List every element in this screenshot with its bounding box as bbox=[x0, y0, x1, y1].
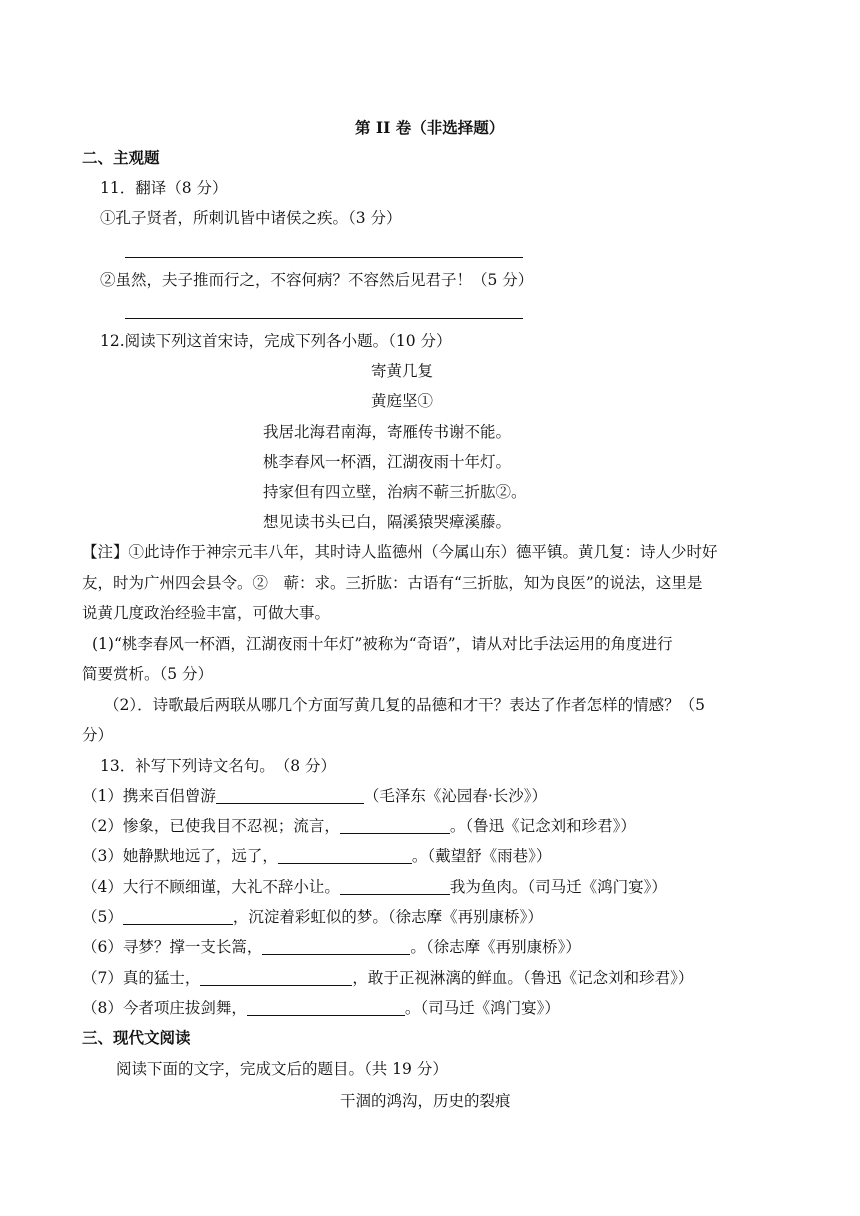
q11-item2: ②虽然，夫子推而行之，不容何病？不容然后见君子！（5 分） bbox=[100, 271, 534, 289]
q13-item-source: ，沉淀着彩虹似的梦。（徐志摩《再别康桥》） bbox=[232, 908, 543, 926]
q13-item-source: 。（鲁迅《记念刘和珍君》） bbox=[449, 817, 636, 835]
q13-item-text: （2）惨象，已使我目不忍视；流言， bbox=[82, 817, 340, 835]
q13-item-text: （3）她静默地远了，远了， bbox=[82, 847, 278, 865]
poem-note: 友，时为广州四会县令。② 蕲：求。三折肱：古语有“三折肱，知为良医”的说法，这里是 bbox=[82, 574, 703, 592]
q13-item-7 bbox=[82, 967, 693, 989]
q12-title: 12.阅读下列这首宋诗，完成下列各小题。（10 分） bbox=[100, 332, 452, 350]
article-title: 干涸的鸿沟，历史的裂痕 bbox=[340, 1092, 511, 1110]
fill-blank[interactable] bbox=[200, 969, 352, 986]
q13-item-text: （7）真的猛士， bbox=[82, 969, 201, 987]
fill-blank[interactable] bbox=[247, 999, 405, 1016]
q13-title: 13．补写下列诗文名句。 （8 分） bbox=[100, 757, 337, 775]
part2-heading: 二、主观题 bbox=[82, 149, 160, 167]
q12-sub2: （2）．诗歌最后两联从哪几个方面写黄几复的品德和才干？表达了作者怎样的情感？（5 bbox=[104, 696, 705, 714]
fill-blank[interactable] bbox=[340, 817, 450, 834]
fill-blank[interactable] bbox=[123, 908, 233, 925]
q12-sub1: 简要赏析。（5 分） bbox=[82, 665, 214, 683]
part3-intro: 阅读下面的文字，完成文后的题目。（共 19 分） bbox=[116, 1060, 448, 1078]
q11-title: 11．翻译（8 分） bbox=[100, 179, 228, 197]
poem-title: 寄黄几复 bbox=[371, 362, 434, 380]
q13-item-text: （5） bbox=[82, 908, 123, 926]
poem-note: 【注】①此诗作于神宗元丰八年，其时诗人监德州（今属山东）德平镇。黄几复：诗人少时好 bbox=[82, 543, 718, 561]
q11-answer-line-2[interactable] bbox=[125, 318, 523, 319]
poem-author: 黄庭坚① bbox=[371, 392, 434, 410]
fill-blank[interactable] bbox=[340, 878, 450, 895]
fill-blank[interactable] bbox=[262, 938, 410, 955]
q11-item1: ①孔子贤者，所刺讥皆中诸侯之疾。（3 分） bbox=[100, 209, 402, 227]
q12-sub2: 分） bbox=[82, 726, 114, 744]
fill-blank[interactable] bbox=[216, 787, 364, 804]
poem-line: 持家但有四立壁，治病不蕲三折肱②。 bbox=[263, 483, 527, 501]
q13-item-source: （毛泽东《沁园春·长沙》） bbox=[363, 787, 548, 805]
q11-answer-line-1[interactable] bbox=[125, 257, 523, 258]
section-title: 第 II 卷（非选择题） bbox=[355, 118, 505, 137]
q13-item-5 bbox=[82, 906, 543, 928]
q13-item-4 bbox=[82, 876, 667, 898]
q13-item-6 bbox=[82, 936, 581, 958]
q13-item-text: （8）今者项庄拔剑舞， bbox=[82, 999, 247, 1017]
q13-item-text: （4）大行不顾细谨，大礼不辞小让。 bbox=[82, 878, 340, 896]
poem-line: 我居北海君南海，寄雁传书谢不能。 bbox=[263, 423, 512, 441]
poem-line: 想见读书头已白，隔溪猿哭瘴溪藤。 bbox=[263, 513, 512, 531]
q13-item-source: 我为鱼肉。（司马迁《鸿门宴》） bbox=[449, 878, 667, 896]
part3-heading: 三、现代文阅读 bbox=[82, 1029, 191, 1047]
q13-item-source: 。（司马迁《鸿门宴》） bbox=[404, 999, 560, 1017]
q13-item-source: 。（戴望舒《雨巷》） bbox=[411, 847, 552, 865]
q13-item-source: ，敢于正视淋漓的鲜血。（鲁迅《记念刘和珍君》） bbox=[352, 969, 694, 987]
fill-blank[interactable] bbox=[278, 847, 412, 864]
q13-item-1 bbox=[82, 785, 547, 807]
q13-item-text: （6）寻梦？撑一支长篙， bbox=[82, 938, 263, 956]
poem-note: 说黄几度政治经验丰富，可做大事。 bbox=[82, 604, 331, 622]
q13-item-source: 。（徐志摩《再别康桥》） bbox=[410, 938, 581, 956]
q12-sub1: (1)“桃李春风一杯酒，江湖夜雨十年灯”被称为“奇语”，请从对比手法运用的角度进行 bbox=[92, 635, 673, 653]
q13-item-3 bbox=[82, 845, 551, 867]
q13-item-8 bbox=[82, 997, 560, 1019]
poem-line: 桃李春风一杯酒，江湖夜雨十年灯。 bbox=[263, 453, 512, 471]
q13-item-2 bbox=[82, 815, 636, 837]
q13-item-text: （1）携来百侣曾游 bbox=[82, 787, 216, 805]
